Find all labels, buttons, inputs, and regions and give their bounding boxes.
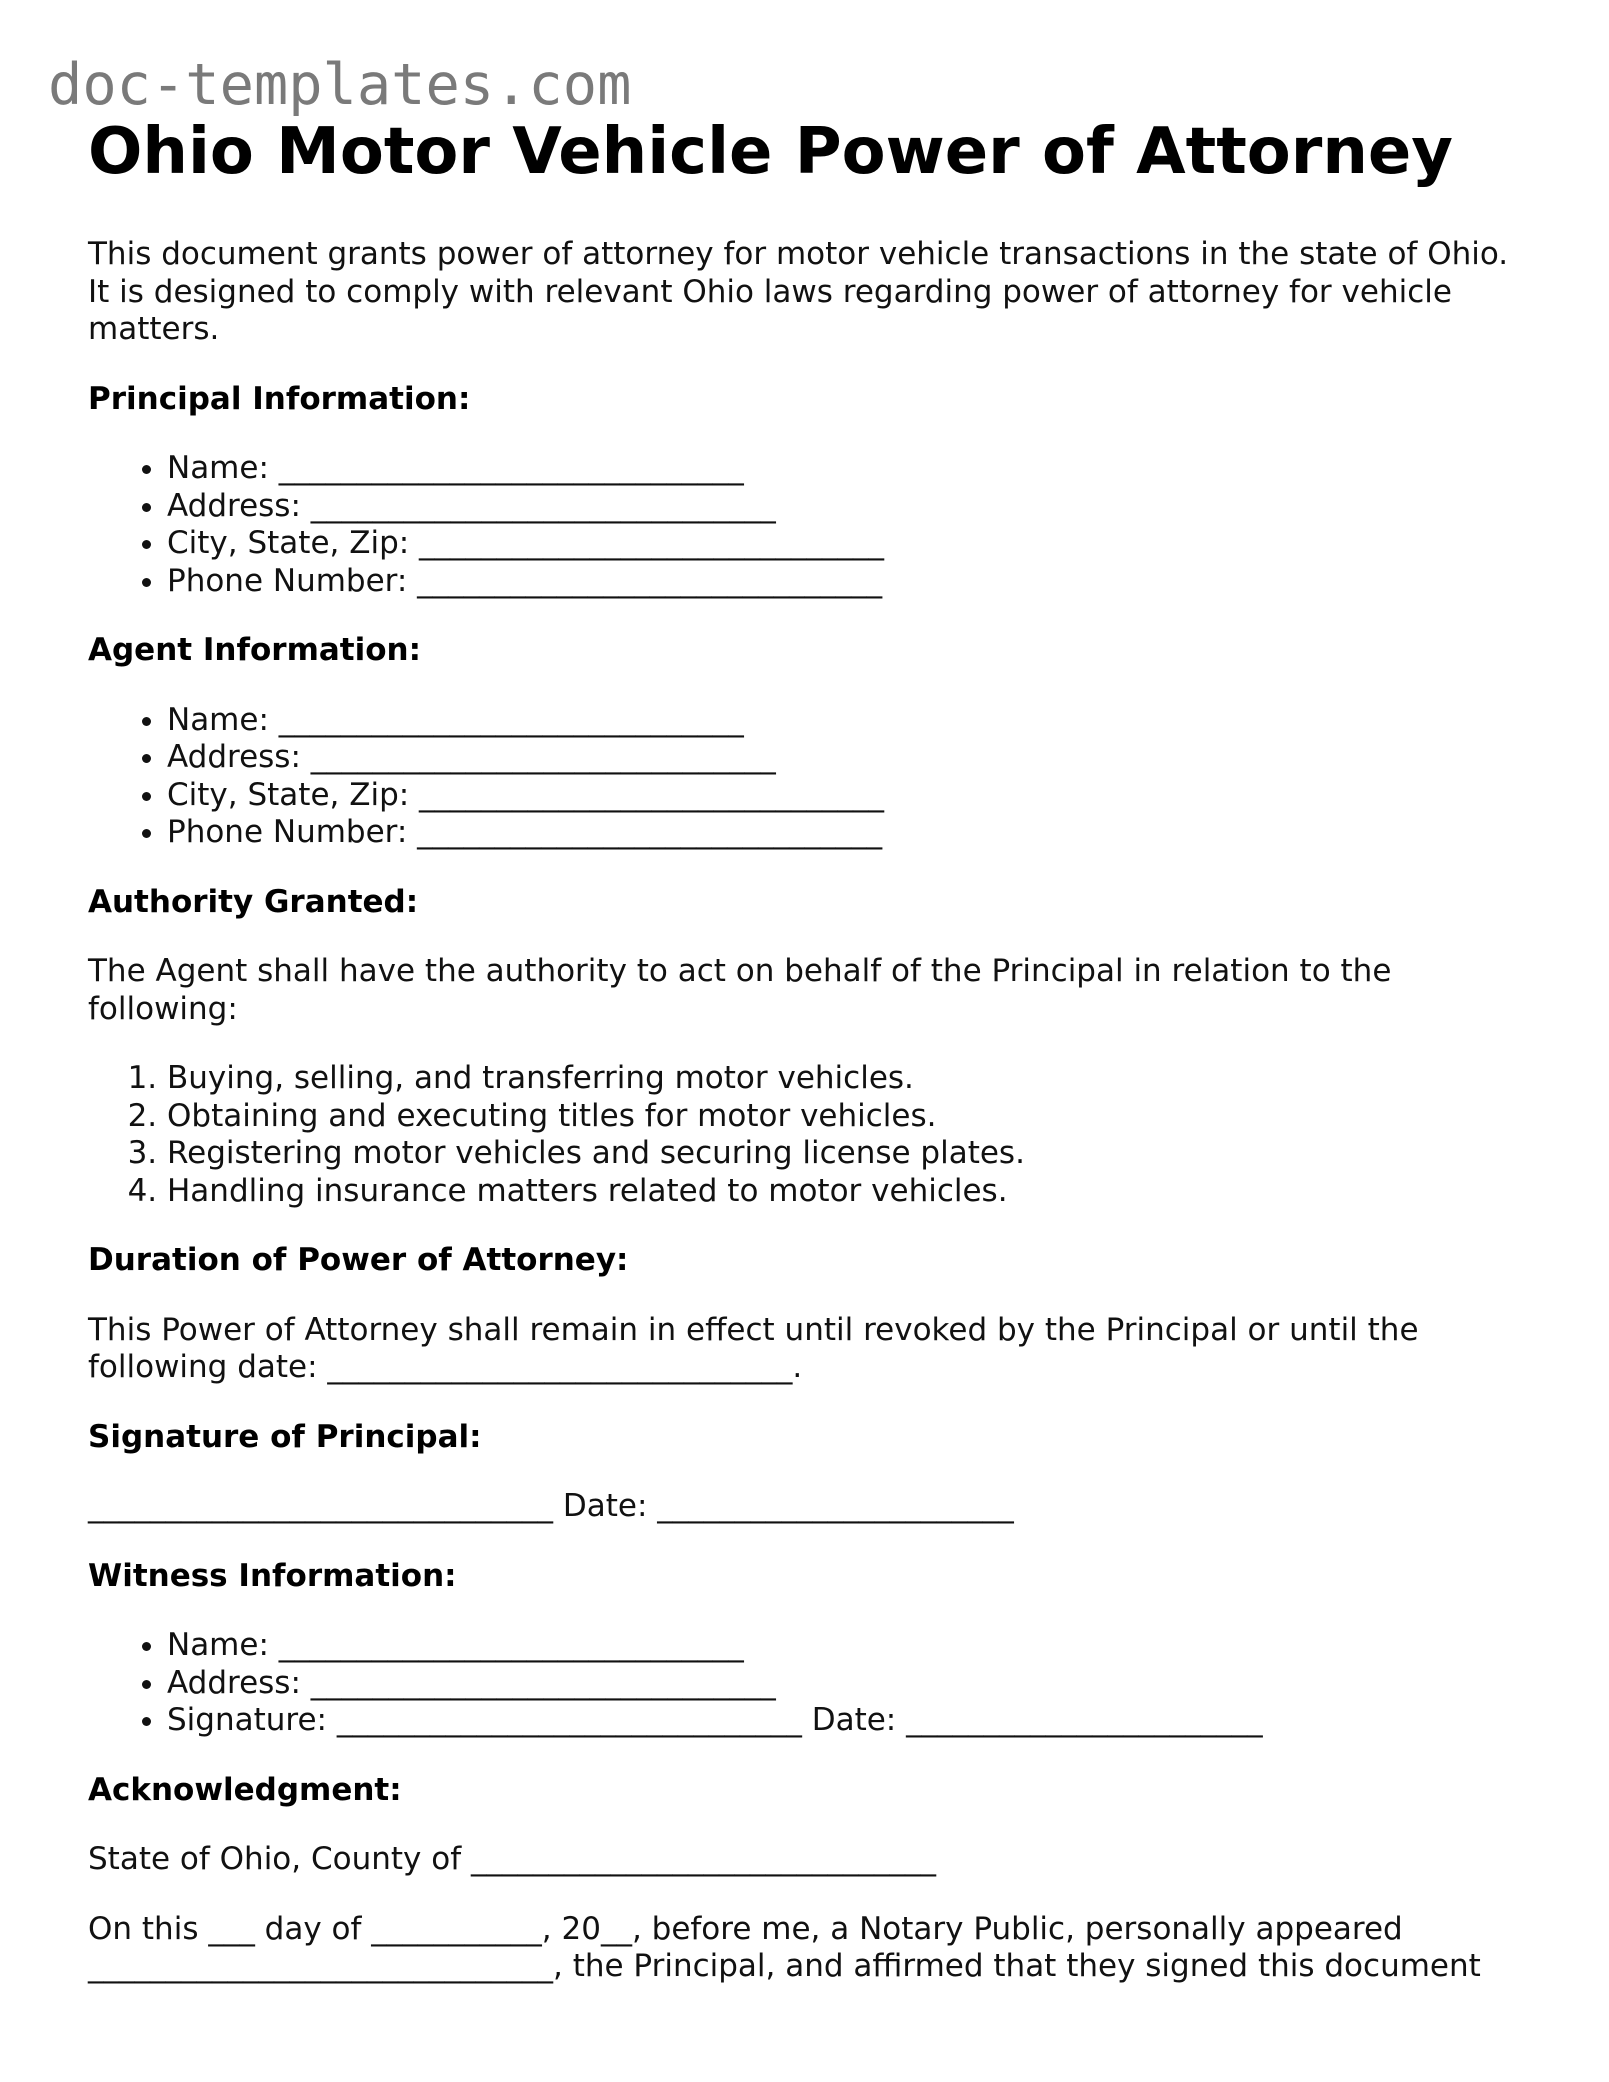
acknowledgment-heading: Acknowledgment: [88, 1771, 402, 1808]
acknowledgment-county-line: State of Ohio, County of ______________________________ [88, 1841, 936, 1877]
agent-city-state-zip-field: • City, State, Zip: ______________________________ [167, 777, 1528, 815]
agent-address-field: • Address: ______________________________ [167, 739, 1528, 777]
principal-phone-field: • Phone Number: ______________________________ [167, 563, 1528, 601]
authority-item: 2. Obtaining and executing titles for motor vehicles. [167, 1098, 1528, 1136]
authority-item: 1. Buying, selling, and transferring motor vehicles. [167, 1060, 1528, 1098]
agent-phone-field: • Phone Number: ______________________________ [167, 814, 1528, 852]
authority-list [88, 1060, 1528, 1210]
authority-heading: Authority Granted: [88, 883, 419, 920]
principal-heading: Principal Information: [88, 380, 471, 417]
witness-name-field: • Name: ______________________________ [167, 1627, 1528, 1665]
authority-paragraph: The Agent shall have the authority to act on behalf of the Principal in relation to the following: [88, 953, 1392, 1027]
witness-signature-field: • Signature: ______________________________ Date: _______________________ [167, 1702, 1528, 1740]
authority-item: 4. Handling insurance matters related to motor vehicles. [167, 1173, 1528, 1211]
principal-signature-line: ______________________________ Date: _______________________ [88, 1488, 1014, 1524]
agent-name-field: • Name: ______________________________ [167, 702, 1528, 740]
site-watermark: doc-templates.com [48, 52, 632, 118]
principal-fields-list [88, 450, 1528, 600]
principal-address-field: • Address: ______________________________ [167, 488, 1528, 526]
signature-heading: Signature of Principal: [88, 1418, 482, 1455]
witness-fields-list [88, 1627, 1528, 1740]
agent-fields-list [88, 702, 1528, 852]
authority-item: 3. Registering motor vehicles and securing license plates. [167, 1135, 1528, 1173]
witness-heading: Witness Information: [88, 1557, 457, 1594]
intro-paragraph: This document grants power of attorney for motor vehicle transactions in the state of Ohio. It is designed to comply with relevant Ohio laws regarding power of attorney for vehicle matters. [88, 236, 1509, 347]
duration-paragraph: This Power of Attorney shall remain in effect until revoked by the Principal or until the following date: ______________________________. [88, 1311, 1419, 1385]
document-page [88, 116, 1528, 1986]
document-title: Ohio Motor Vehicle Power of Attorney [88, 115, 1453, 189]
principal-city-state-zip-field: • City, State, Zip: ______________________________ [167, 525, 1528, 563]
agent-heading: Agent Information: [88, 632, 421, 668]
duration-heading: Duration of Power of Attorney: [88, 1242, 629, 1278]
acknowledgment-paragraph: On this ___ day of ___________, 20__, before me, a Notary Public, personally appeared ______________________________, the Principal, and affirmed that they signed this document [88, 1910, 1481, 1984]
principal-name-field: • Name: ______________________________ [167, 450, 1528, 488]
witness-address-field: • Address: ______________________________ [167, 1665, 1528, 1703]
